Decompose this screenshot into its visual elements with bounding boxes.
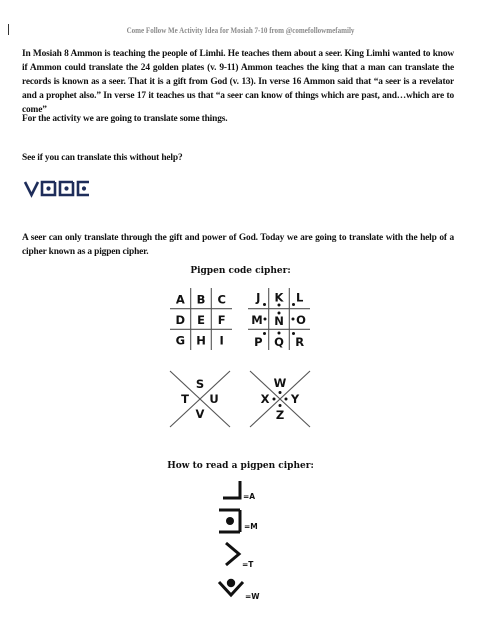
- x2-letter-x: X: [260, 392, 270, 406]
- intro-paragraph: In Mosiah 8 Ammon is teaching the people of Limhi. He teaches them about a seer. King Limhi wanted to know if Ammon could translate the 24 golden plates (v. 9-11) Ammon teaches the king that a man can translate the records is known as a seer. That it is a gift from God (v. 13). In verse 16 Ammon said that “a seer is a revelator and a prophet also.” In verse 17 it teaches us that “a seer can know of things which are past, and…which are to come”: [22, 49, 454, 115]
- page-header: Come Follow Me Activity Idea for Mosiah 7-10 from @comefollowmefamily: [126, 26, 355, 35]
- how-to-read-title: How to read a pigpen cipher:: [167, 461, 314, 471]
- x2-letter-w: W: [273, 376, 287, 390]
- grid2-letter-o: O: [296, 313, 306, 327]
- activity-paragraph: For the activity we are going to translate some things.: [22, 114, 228, 124]
- cipher-title: Pigpen code cipher:: [190, 266, 291, 276]
- grid1-letter-h: H: [196, 333, 206, 348]
- pigpen-w-icon: [217, 578, 245, 598]
- x1-letter-t: T: [181, 392, 189, 406]
- pigpen-grid-jkl: [248, 288, 310, 350]
- grid2-letter-m: M: [251, 313, 263, 327]
- seer-paragraph: A seer can only translate through the gift and power of God. Today we are going to translate with the help of a cipher known as a pigpen cipher.: [22, 233, 454, 257]
- x2-letter-z: Z: [275, 408, 285, 422]
- challenge-paragraph: See if you can translate this without help?: [22, 153, 183, 163]
- pigpen-m-icon: [218, 508, 242, 534]
- grid1-letter-i: I: [219, 333, 224, 348]
- grid1-letter-b: B: [196, 292, 206, 307]
- pigpen-x-wxyz: [248, 369, 312, 429]
- text-cursor: [8, 24, 9, 35]
- grid2-letter-n: N: [274, 314, 284, 328]
- grid1-letter-g: G: [175, 333, 186, 348]
- grid1-letter-a: A: [175, 292, 185, 307]
- x1-letter-u: U: [209, 392, 219, 406]
- grid2-letter-q: Q: [274, 335, 284, 349]
- example-m-label: =M: [244, 522, 258, 531]
- grid2-letter-l: L: [296, 290, 304, 305]
- grid2-letter-r: R: [295, 335, 305, 349]
- grid2-letter-j: J: [256, 290, 261, 305]
- x2-letter-y: Y: [290, 392, 300, 406]
- x1-letter-s: S: [195, 377, 205, 391]
- example-t-label: =T: [242, 560, 254, 569]
- grid1-letter-d: D: [175, 313, 186, 327]
- pigpen-t-icon: [224, 541, 242, 567]
- grid1-letter-e: E: [197, 313, 205, 327]
- pigpen-x-stuv: [168, 369, 232, 429]
- grid2-letter-p: P: [254, 335, 263, 349]
- example-a-label: =A: [243, 492, 256, 501]
- coded-word-image: [24, 180, 90, 198]
- x1-letter-v: V: [195, 407, 205, 421]
- grid2-letter-k: K: [274, 290, 284, 305]
- grid1-letter-c: C: [217, 292, 226, 307]
- example-w-label: =W: [245, 592, 260, 601]
- pigpen-a-icon: [222, 480, 244, 500]
- pigpen-grid-abc: [170, 288, 232, 350]
- grid1-letter-f: F: [217, 313, 226, 327]
